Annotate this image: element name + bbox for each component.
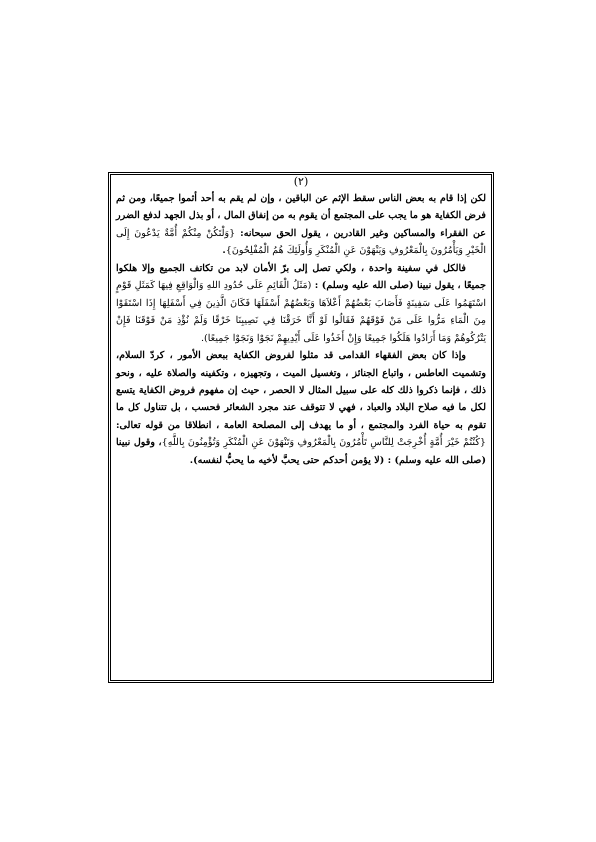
text-run: ، وقول نبينا (صلى الله عليه وسلم) : (لا يؤمن أحدكم حتى يحبَّ لأخيه ما يحبُّ لنفسه). bbox=[116, 437, 486, 466]
text-run: فالكل في سفينة واحدة ، ولكي تصل إلى برّ الأمان لابد من تكاتف الجميع وإلا هلكوا جميعًا ، يقول نبينا (صلى الله عليه وسلم) : bbox=[116, 262, 487, 292]
hadith-quote: (مَثَلُ الْقَائِمِ عَلَى حُدُودِ اللهِ وَالْوَاقِعِ فِيهَا كَمَثَلِ قَوْمٍ اسْتَهَمُوا عَلَى سَفِينَةٍ فَأَصَابَ بَعْضُهُمْ أَعْلاَهَا وَبَعْضُهُمْ أَسْفَلَهَا فَكَانَ الَّذِينَ فِي أَسْفَلِهَا إِذَا اسْتَقَوْا مِنَ الْمَاءِ مَرُّوا عَلَى مَنْ فَوْقَهُمْ فَقَالُوا لَوْ أَنَّا خَرَقْنَا فِي نَصِيبِنَا خَرْقًا وَلَمْ نُؤْذِ مَنْ فَوْقَنَا فَإِنْ يَتْرُكُوهُمْ وَمَا أَرَادُوا هَلَكُوا جَمِيعًا وَإِنْ أَخَذُوا عَلَى أَيْدِيهِمْ نَجَوْا وَنَجَوْا جَمِيعًا). bbox=[116, 280, 486, 344]
paragraph bbox=[116, 190, 486, 260]
paragraph bbox=[116, 260, 486, 347]
quran-verse: {كُنْتُمْ خَيْرَ أُمَّةٍ أُخْرِجَتْ لِلنَّاسِ تَأْمُرُونَ بِالْمَعْرُوفِ وَتَنْهَوْنَ عَنِ الْمُنْكَرِ وَتُؤْمِنُونَ بِاللَّهِ} bbox=[161, 437, 486, 449]
page-number: (٢) bbox=[293, 175, 309, 188]
paragraph bbox=[116, 347, 486, 469]
document-body bbox=[116, 190, 486, 469]
quran-verse: {وَلْتَكُنْ مِنْكُمْ أُمَّةٌ يَدْعُونَ إِلَى الْخَيْرِ وَيَأْمُرُونَ بِالْمَعْرُوفِ وَيَنْهَوْنَ عَنِ الْمُنْكَرِ وَأُولَئِكَ هُمُ الْمُفْلِحُونَ} bbox=[116, 227, 486, 257]
text-run: وإذا كان بعض الفقهاء القدامى قد مثلوا لفروض الكفاية ببعض الأمور ، كردّ السلام، وتشميت العاطس ، واتباع الجنائز ، وتغسيل الميت ، وتجهيزه ، وتكفينه والصلاة عليه ، ونحو ذلك ، فإنما ذكروا ذلك كله على سبيل المثال لا الحصر ، حيث إن مفهوم فروض الكفاية يتسع لكل ما فيه صلاح البلاد والعباد ، فهي لا تتوقف عند مجرد الشعائر فحسب ، بل تتناول كل ما تقوم به حياة الفرد والمجتمع ، أو ما يهدف إلى المصلحة العامة ، انطلاقا من قوله تعالى: bbox=[116, 350, 486, 431]
text-run: لكن إذا قام به بعض الناس سقط الإثم عن الباقين ، وإن لم يقم به أحد أثموا جميعًا، ومن ثم فرض الكفاية هو ما يجب على المجتمع أن يقوم به من إنفاق المال ، أو بذل الجهد لدفع الضرر عن الفقراء والمساكين وغير القادرين ، يقول الحق سبحانه: bbox=[116, 193, 486, 239]
text-run: . bbox=[222, 245, 226, 257]
